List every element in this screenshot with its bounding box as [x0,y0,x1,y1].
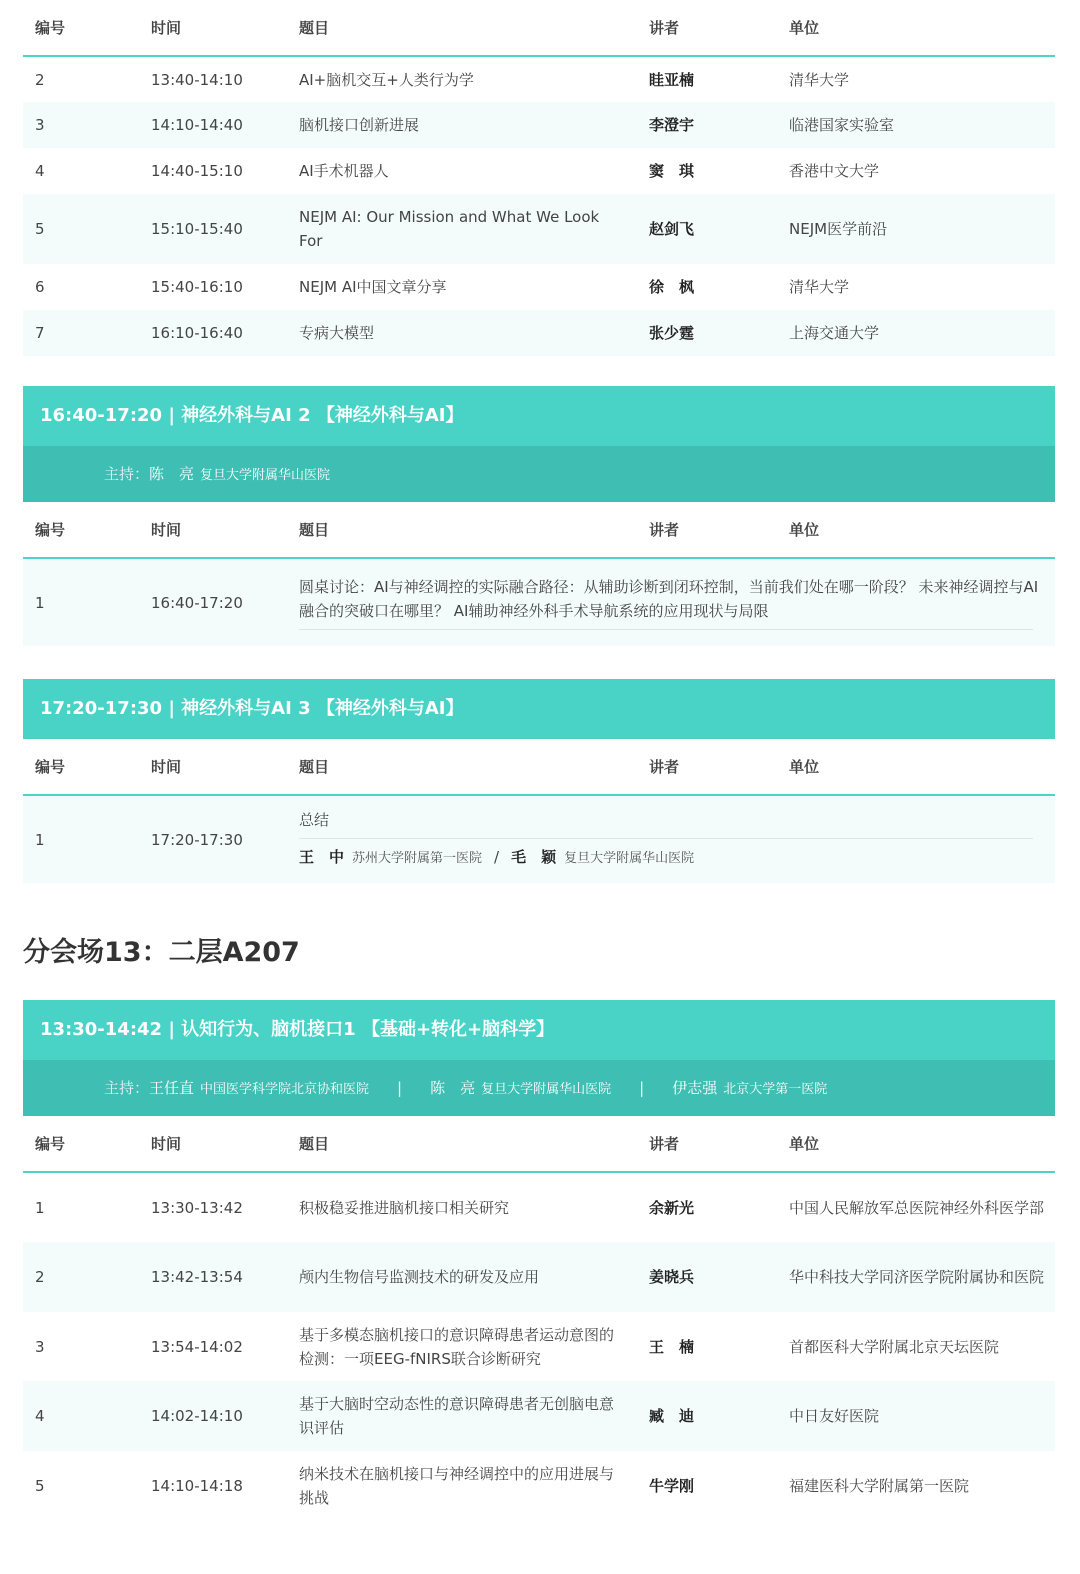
host-name: 陈 亮 [430,1079,476,1097]
row-topic: 基于多模态脑机接口的意识障碍患者运动意图的检测：一项EEG-fNIRS联合诊断研究 [299,1325,615,1368]
row-num: 6 [35,278,45,296]
divider [299,629,1033,630]
row-unit: 上海交通大学 [777,310,1055,356]
row-time: 14:10-14:40 [139,102,287,148]
header-unit: 单位 [777,502,1055,558]
header-num: 编号 [23,739,139,795]
host-institution: 中国医学科学院北京协和医院 [200,1082,370,1097]
row-speaker: 张少霆 [637,310,777,356]
header-num: 编号 [23,0,139,56]
host-name: 王任直 [149,1079,195,1097]
row-unit: 中日友好医院 [777,1381,1055,1451]
row-topic-cell [287,558,1055,646]
row-topic: 颅内生物信号监测技术的研发及应用 [287,1242,637,1312]
row-time: 14:10-14:18 [151,1477,243,1495]
row-unit: 首都医科大学附属北京天坛医院 [789,1337,1000,1356]
row-unit: 福建医科大学附属第一医院 [789,1477,970,1495]
row-time: 13:42-13:54 [139,1242,287,1312]
table-row [23,310,1055,356]
row-time: 13:54-14:02 [151,1337,243,1356]
row-num: 7 [23,310,139,356]
row-speaker: 窦 琪 [649,162,695,180]
table-row [23,56,1055,102]
separator: | [397,1079,403,1097]
table-row [23,1312,1055,1381]
table-row [23,1381,1055,1451]
header-unit: 单位 [777,739,1055,795]
row-unit: 清华大学 [789,70,850,89]
row-time: 14:02-14:10 [139,1381,287,1451]
row-topic: 基于大脑时空动态性的意识障碍患者无创脑电意识评估 [287,1381,637,1451]
row-time: 13:30-13:42 [151,1198,243,1217]
session-hosts [23,446,1055,502]
session-3 [23,679,1055,883]
table-header-row [23,502,1055,558]
row-time: 16:40-17:20 [139,558,287,646]
table-row [23,194,1055,264]
table-row [23,1242,1055,1312]
host-name: 陈 亮 [149,465,195,483]
row-num: 5 [35,1477,45,1495]
header-unit: 单位 [777,0,1055,56]
header-speaker: 讲者 [637,502,777,558]
row-num: 1 [35,1198,45,1217]
row-num: 1 [23,558,139,646]
row-speaker: 李澄宇 [637,102,777,148]
session-header: 13:30-14:42 | 认知行为、脑机接口1 【基础+转化+脑科学】 [23,1000,1055,1060]
row-topic: 圆桌讨论：AI与神经调控的实际融合路径：从辅助诊断到闭环控制，当前我们处在哪一阶段？ 未来神经调控与AI融合的突破口在哪里？ AI辅助神经外科手术导航系统的应用现状与局限 [299,578,1039,620]
row-speaker: 王 楠 [649,1337,695,1356]
host-name: 伊志强 [672,1079,718,1097]
session-hosts [23,1060,1055,1116]
row-time: 16:10-16:40 [139,310,287,356]
session-4 [23,1000,1055,1521]
speaker-institution: 复旦大学附属华山医院 [564,851,695,866]
schedule-table-top [23,0,1055,356]
host-institution: 北京大学第一医院 [723,1082,828,1097]
header-topic: 题目 [287,502,637,558]
host-label: 主持： [104,1079,150,1097]
row-speaker: 姜晓兵 [637,1242,777,1312]
host-label: 主持： [104,465,150,483]
row-topic: 专病大模型 [287,310,637,356]
header-topic: 题目 [287,0,637,56]
row-topic: AI手术机器人 [299,162,389,180]
session-2 [23,386,1055,646]
header-topic: 题目 [287,739,637,795]
table-header-row [23,739,1055,795]
row-num: 2 [35,70,45,89]
row-num: 3 [35,1337,45,1356]
separator: | [639,1079,645,1097]
row-unit: NEJM医学前沿 [777,194,1055,264]
row-speaker: 赵剑飞 [637,194,777,264]
row-time: 15:40-16:10 [151,278,243,296]
header-speaker: 讲者 [637,0,777,56]
row-topic: 总结 [299,811,330,829]
row-topic: NEJM AI: Our Mission and What We Look For [287,194,637,264]
speaker-institution: 苏州大学附属第一医院 [352,851,483,866]
row-speaker: 臧 迪 [637,1381,777,1451]
speaker-name: 毛 颖 [511,848,557,866]
row-unit: 清华大学 [789,278,850,296]
row-time: 17:20-17:30 [139,795,287,883]
row-time: 14:40-15:10 [151,162,243,180]
header-topic: 题目 [287,1116,637,1172]
header-time: 时间 [139,739,287,795]
table-row [23,1172,1055,1242]
host-institution: 复旦大学附属华山医院 [481,1082,612,1097]
row-num: 3 [23,102,139,148]
row-speaker: 余新光 [649,1198,695,1217]
row-topic: NEJM AI中国文章分享 [299,278,447,296]
session-header: 16:40-17:20 | 神经外科与AI 2 【神经外科与AI】 [23,386,1055,446]
header-unit: 单位 [777,1116,1055,1172]
section-title: 分会场13：二层A207 [23,937,300,968]
row-speaker: 眭亚楠 [649,70,695,89]
header-time: 时间 [139,1116,287,1172]
header-num: 编号 [23,1116,139,1172]
table-row [23,264,1055,310]
row-topic: AI+脑机交互+人类行为学 [299,70,474,89]
table-header-row [23,1116,1055,1172]
row-topic-cell [287,795,1055,883]
row-time: 15:10-15:40 [139,194,287,264]
table-row [23,1451,1055,1521]
header-speaker: 讲者 [637,1116,777,1172]
row-num: 5 [23,194,139,264]
header-speaker: 讲者 [637,739,777,795]
header-num: 编号 [23,502,139,558]
row-num: 1 [23,795,139,883]
table-header-row [23,0,1055,56]
row-unit: 临港国家实验室 [777,102,1055,148]
session-header: 17:20-17:30 | 神经外科与AI 3 【神经外科与AI】 [23,679,1055,739]
header-time: 时间 [139,0,287,56]
table-row [23,558,1055,646]
row-unit: 中国人民解放军总医院神经外科医学部 [789,1198,1045,1217]
row-num: 4 [35,162,45,180]
row-unit: 华中科技大学同济医学院附属协和医院 [777,1242,1055,1312]
row-time: 13:40-14:10 [151,70,243,89]
table-row [23,795,1055,883]
table-row [23,148,1055,194]
row-num: 2 [23,1242,139,1312]
row-topic: 脑机接口创新进展 [287,102,637,148]
host-institution: 复旦大学附属华山医院 [200,468,331,483]
row-speakers [299,839,1043,871]
row-speaker: 徐 枫 [649,278,695,296]
row-num: 4 [23,1381,139,1451]
row-speaker: 牛学刚 [649,1477,695,1495]
row-topic: 积极稳妥推进脑机接口相关研究 [299,1198,510,1217]
table-row [23,102,1055,148]
row-topic: 纳米技术在脑机接口与神经调控中的应用进展与挑战 [299,1465,615,1507]
header-time: 时间 [139,502,287,558]
row-unit: 香港中文大学 [789,162,880,180]
speaker-name: 王 中 [299,848,345,866]
separator: / [494,848,500,866]
